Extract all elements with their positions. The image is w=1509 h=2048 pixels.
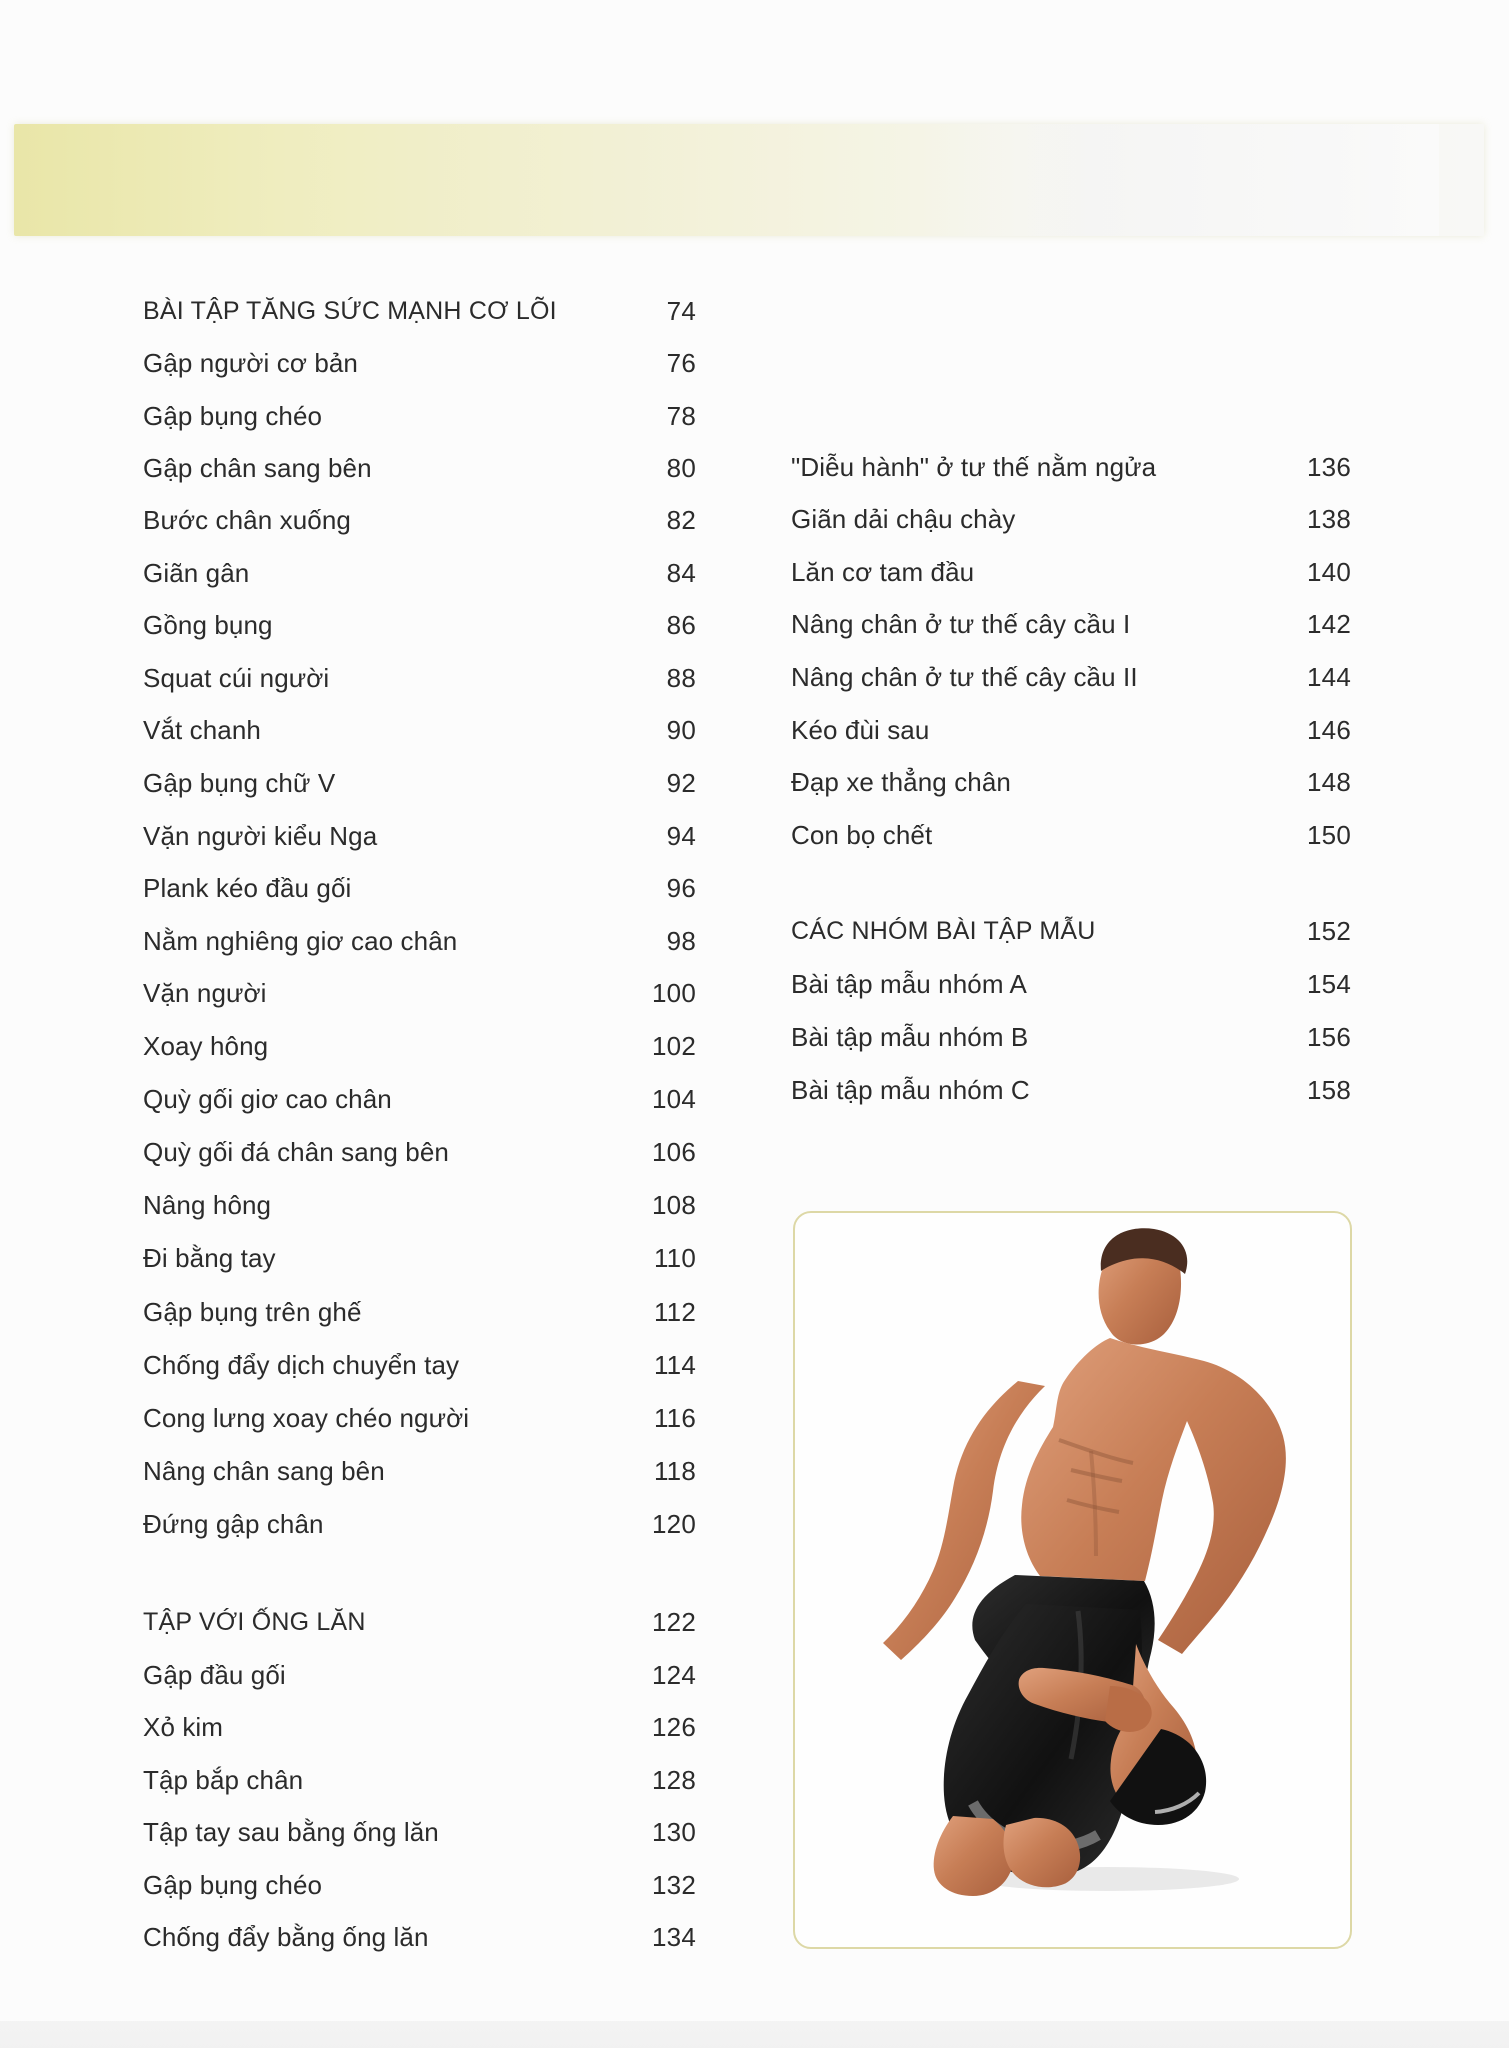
toc-page-number: 132	[652, 1870, 696, 1900]
toc-page-number: 96	[666, 873, 696, 903]
toc-title: Tập tay sau bằng ống lăn	[143, 1817, 439, 1847]
toc-page-number: 142	[1307, 609, 1351, 639]
toc-page-number: 84	[666, 558, 696, 588]
page-bottom-edge	[0, 2021, 1509, 2048]
toc-title: Nâng hông	[143, 1190, 272, 1220]
toc-page-number: 156	[1307, 1022, 1351, 1052]
exercise-photo-card	[793, 1211, 1352, 1949]
toc-entry	[143, 763, 696, 803]
toc-title: Đạp xe thẳng chân	[791, 767, 1011, 797]
toc-page-number: 88	[666, 663, 696, 693]
toc-title: Kéo đùi sau	[791, 715, 930, 745]
toc-title: TẬP VỚI ỐNG LĂN	[143, 1607, 366, 1636]
toc-title: Tập bắp chân	[143, 1765, 304, 1795]
toc-title: Giãn dải chậu chày	[791, 504, 1016, 534]
toc-entry	[143, 500, 696, 540]
kneeling-man-illustration	[795, 1213, 1350, 1947]
toc-title: Gập bụng chữ V	[143, 768, 336, 798]
toc-entry	[143, 343, 696, 383]
toc-title: Nâng chân ở tư thế cây cầu I	[791, 609, 1131, 639]
toc-entry	[791, 499, 1351, 539]
toc-entry	[143, 816, 696, 856]
toc-entry	[143, 1504, 696, 1544]
toc-page-number: 112	[653, 1297, 696, 1327]
toc-page-number: 158	[1307, 1075, 1351, 1105]
toc-page-number: 130	[652, 1817, 696, 1847]
toc-entry	[143, 921, 696, 961]
toc-title: Bài tập mẫu nhóm C	[791, 1075, 1030, 1105]
toc-entry	[143, 605, 696, 645]
toc-entry	[791, 964, 1351, 1004]
toc-title: BÀI TẬP TĂNG SỨC MẠNH CƠ LÕI	[143, 296, 557, 325]
toc-page-number: 124	[652, 1660, 696, 1690]
toc-entry	[791, 762, 1351, 802]
toc-page-number: 82	[666, 505, 696, 535]
toc-entry	[143, 1238, 696, 1278]
toc-page-number: 110	[653, 1243, 696, 1273]
toc-entry	[791, 447, 1351, 487]
toc-page-number: 120	[652, 1509, 696, 1539]
toc-page-number: 76	[666, 348, 696, 378]
toc-page-number: 90	[666, 715, 696, 745]
toc-entry	[143, 1185, 696, 1225]
toc-title: Gập bụng trên ghế	[143, 1297, 362, 1327]
toc-page-number: 118	[653, 1456, 696, 1486]
toc-title: Chống đẩy bằng ống lăn	[143, 1922, 429, 1952]
toc-title: Vặn người	[143, 978, 267, 1008]
toc-entry	[143, 1079, 696, 1119]
toc-entry	[143, 1707, 696, 1747]
toc-title: Lăn cơ tam đầu	[791, 557, 975, 587]
toc-page-number: 150	[1307, 820, 1351, 850]
toc-title: Nằm nghiêng giơ cao chân	[143, 926, 458, 956]
toc-entry	[791, 552, 1351, 592]
toc-page-number: 122	[652, 1607, 696, 1637]
toc-title: Bài tập mẫu nhóm A	[791, 969, 1027, 999]
toc-title: Quỳ gối giơ cao chân	[143, 1084, 392, 1114]
toc-title: Squat cúi người	[143, 663, 330, 693]
toc-title: Nâng chân ở tư thế cây cầu II	[791, 662, 1138, 692]
toc-entry	[143, 1655, 696, 1695]
toc-title: Đi bằng tay	[143, 1243, 276, 1273]
toc-entry	[143, 973, 696, 1013]
toc-page-number: 114	[653, 1350, 696, 1380]
toc-page-number: 102	[652, 1031, 696, 1061]
toc-title: Con bọ chết	[791, 820, 933, 850]
toc-entry	[143, 291, 696, 331]
toc-page-number: 138	[1307, 504, 1351, 534]
toc-page-number: 126	[652, 1712, 696, 1742]
toc-entry	[143, 1451, 696, 1491]
toc-title: Đứng gập chân	[143, 1509, 324, 1539]
toc-page-number: 80	[666, 453, 696, 483]
toc-entry	[143, 1292, 696, 1332]
toc-page-number: 136	[1307, 452, 1351, 482]
toc-entry	[143, 396, 696, 436]
toc-entry	[143, 448, 696, 488]
toc-entry	[143, 1132, 696, 1172]
toc-page-number: 86	[666, 610, 696, 640]
toc-entry	[791, 911, 1351, 951]
toc-title: Xoay hông	[143, 1031, 269, 1061]
toc-title: Xỏ kim	[143, 1712, 224, 1742]
toc-entry	[791, 710, 1351, 750]
toc-page-number: 152	[1307, 916, 1351, 946]
toc-page-number: 74	[666, 296, 696, 326]
toc-entry	[791, 815, 1351, 855]
toc-page-number: 140	[1307, 557, 1351, 587]
toc-entry	[143, 1865, 696, 1905]
toc-title: Vặn người kiểu Nga	[143, 821, 378, 851]
toc-page-number: 116	[653, 1403, 696, 1433]
toc-page-number: 144	[1307, 662, 1351, 692]
toc-title: Nâng chân sang bên	[143, 1456, 385, 1486]
toc-title: Gồng bụng	[143, 610, 273, 640]
toc-entry	[143, 1345, 696, 1385]
toc-page-number: 94	[666, 821, 696, 851]
toc-page-number: 128	[652, 1765, 696, 1795]
toc-title: Cong lưng xoay chéo người	[143, 1403, 470, 1433]
toc-title: Giãn gân	[143, 558, 250, 588]
toc-title: Gập đầu gối	[143, 1660, 286, 1690]
toc-entry	[143, 1398, 696, 1438]
toc-entry	[791, 1070, 1351, 1110]
toc-page-number: 154	[1307, 969, 1351, 999]
toc-entry	[143, 1602, 696, 1642]
toc-page-number: 98	[666, 926, 696, 956]
toc-title: Vắt chanh	[143, 715, 261, 745]
toc-title: Gập bụng chéo	[143, 1870, 323, 1900]
toc-title: Quỳ gối đá chân sang bên	[143, 1137, 449, 1167]
toc-page-number: 108	[652, 1190, 696, 1220]
toc-entry	[143, 710, 696, 750]
toc-title: "Diễu hành" ở tư thế nằm ngửa	[791, 452, 1157, 482]
toc-page-number: 78	[666, 401, 696, 431]
toc-title: Bài tập mẫu nhóm B	[791, 1022, 1029, 1052]
toc-entry	[143, 868, 696, 908]
toc-page-number: 104	[652, 1084, 696, 1114]
toc-title: Gập người cơ bản	[143, 348, 358, 378]
toc-page-number: 92	[666, 768, 696, 798]
toc-title: CÁC NHÓM BÀI TẬP MẪU	[791, 916, 1096, 945]
toc-title: Gập chân sang bên	[143, 453, 372, 483]
toc-entry	[143, 1812, 696, 1852]
toc-page-number: 148	[1307, 767, 1351, 797]
toc-title: Bước chân xuống	[143, 505, 351, 535]
toc-entry	[143, 553, 696, 593]
toc-entry	[791, 604, 1351, 644]
toc-page-number: 134	[652, 1922, 696, 1952]
toc-entry	[791, 657, 1351, 697]
toc-entry	[791, 1017, 1351, 1057]
toc-entry	[143, 658, 696, 698]
toc-title: Chống đẩy dịch chuyển tay	[143, 1350, 460, 1380]
toc-title: Gập bụng chéo	[143, 401, 323, 431]
toc-entry	[143, 1760, 696, 1800]
toc-entry	[143, 1917, 696, 1957]
toc-page-number: 106	[652, 1137, 696, 1167]
toc-entry	[143, 1026, 696, 1066]
toc-page-number: 100	[652, 978, 696, 1008]
toc-page-number: 146	[1307, 715, 1351, 745]
toc-title: Plank kéo đầu gối	[143, 873, 352, 903]
